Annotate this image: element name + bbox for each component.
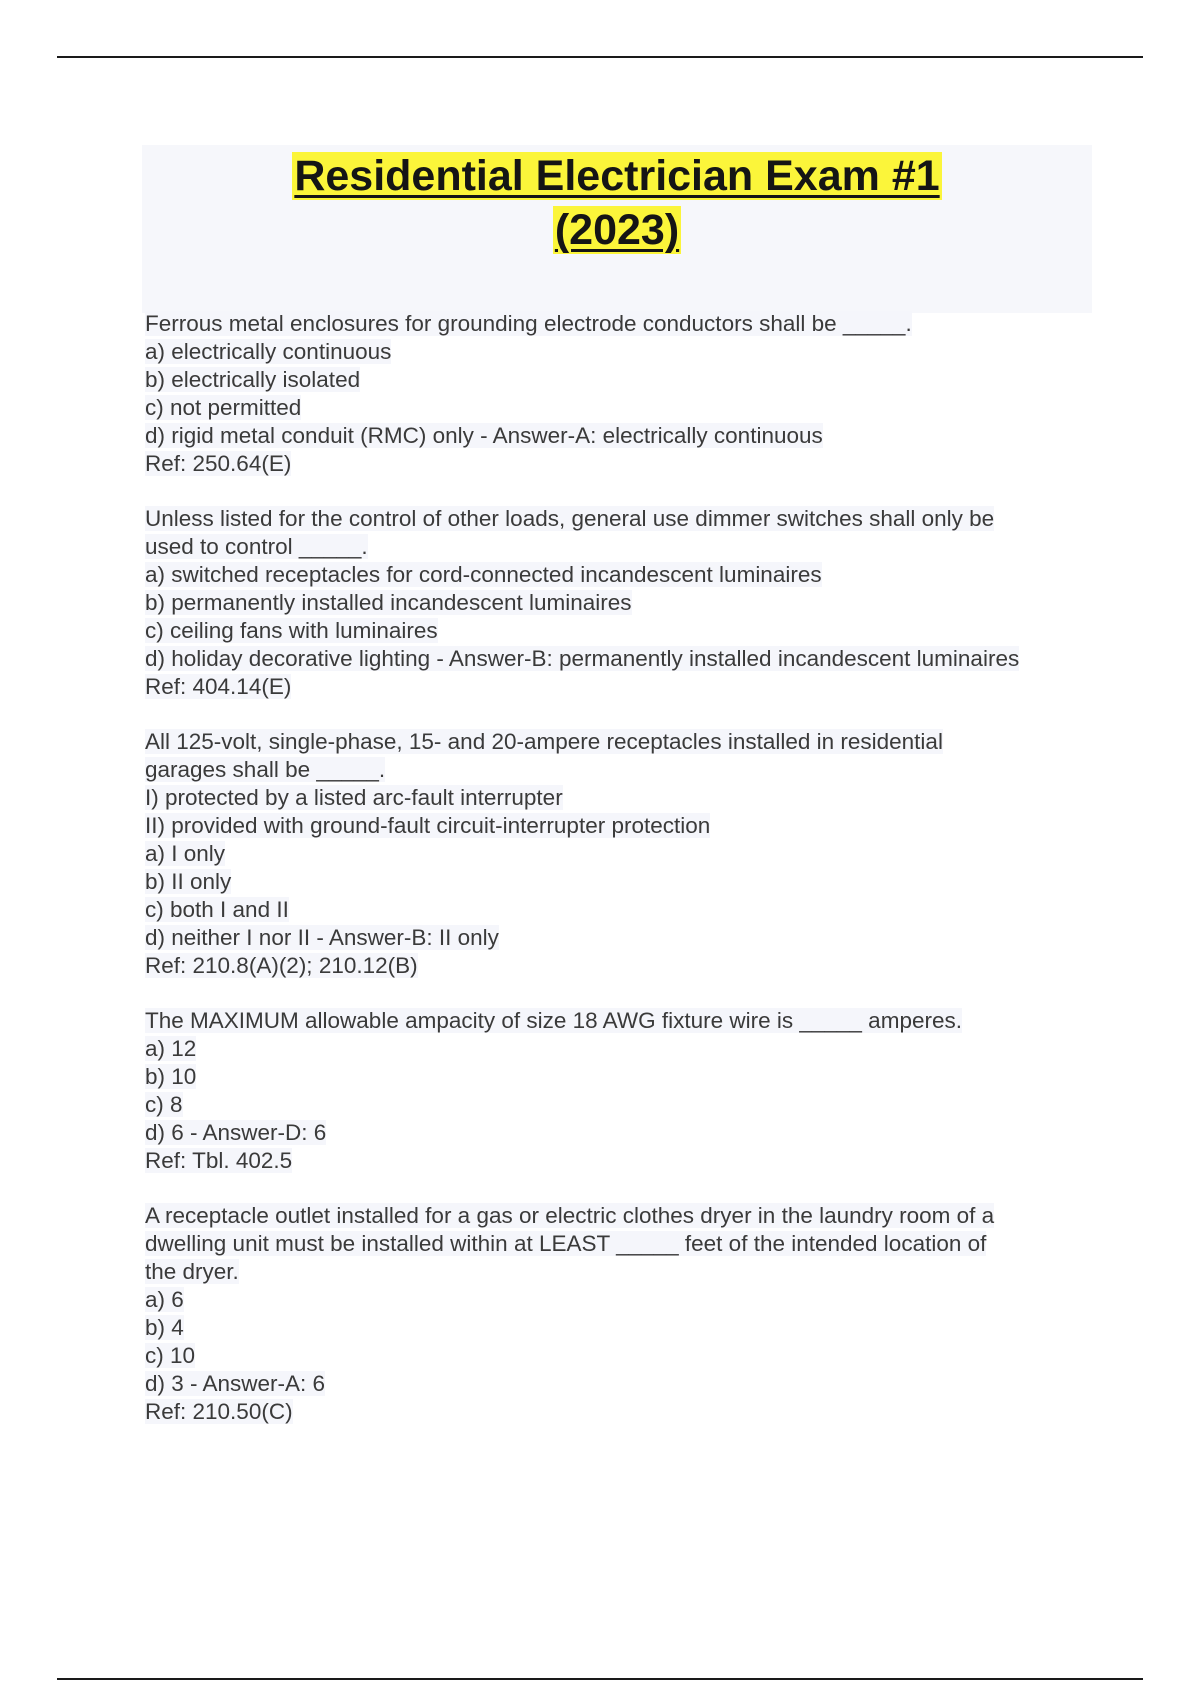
question-4-line-4: c) 8: [145, 1092, 183, 1117]
question-3-line-5: a) I only: [145, 841, 226, 866]
question-3-line-4: II) provided with ground-fault circuit-interrupter protection: [145, 813, 711, 838]
question-2-line-5: c) ceiling fans with luminaires: [145, 618, 438, 643]
question-3: [145, 728, 1105, 980]
question-5-line-6: c) 10: [145, 1343, 196, 1368]
document-title-line-2: (2023): [554, 206, 680, 254]
question-4-line-6: Ref: Tbl. 402.5: [145, 1148, 293, 1173]
question-3-line-2: garages shall be _____.: [145, 757, 386, 782]
question-1-line-3: b) electrically isolated: [145, 367, 361, 392]
question-5-line-7: d) 3 - Answer-A: 6: [145, 1371, 326, 1396]
question-2-line-4: b) permanently installed incandescent luminaires: [145, 590, 632, 615]
question-1-line-4: c) not permitted: [145, 395, 302, 420]
question-2-line-1: Unless listed for the control of other loads, general use dimmer switches shall only be: [145, 506, 995, 531]
question-5-line-1: A receptacle outlet installed for a gas or electric clothes dryer in the laundry room of a: [145, 1203, 995, 1228]
question-1-line-1: Ferrous metal enclosures for grounding electrode conductors shall be _____.: [145, 311, 912, 336]
question-5-line-2: dwelling unit must be installed within at LEAST _____ feet of the intended location of: [145, 1231, 987, 1256]
question-1: [145, 310, 1105, 478]
question-5: [145, 1202, 1105, 1426]
question-4: [145, 1007, 1105, 1175]
question-3-line-7: c) both I and II: [145, 897, 289, 922]
question-3-line-8: d) neither I nor II - Answer-B: II only: [145, 925, 499, 950]
question-4-line-5: d) 6 - Answer-D: 6: [145, 1120, 327, 1145]
question-3-line-6: b) II only: [145, 869, 232, 894]
question-5-line-3: the dryer.: [145, 1259, 239, 1284]
question-2-line-7: Ref: 404.14(E): [145, 674, 292, 699]
question-2: [145, 505, 1105, 701]
question-1-line-6: Ref: 250.64(E): [145, 451, 292, 476]
header-rule: [57, 56, 1143, 58]
question-5-line-4: a) 6: [145, 1287, 184, 1312]
question-2-line-3: a) switched receptacles for cord-connected incandescent luminaires: [145, 562, 822, 587]
question-2-line-2: used to control _____.: [145, 534, 368, 559]
question-3-line-3: I) protected by a listed arc-fault interrupter: [145, 785, 563, 810]
question-4-line-1: The MAXIMUM allowable ampacity of size 18 AWG fixture wire is _____ amperes.: [145, 1008, 962, 1033]
question-3-line-1: All 125-volt, single-phase, 15- and 20-ampere receptacles installed in residential: [145, 729, 943, 754]
footer-rule: [57, 1678, 1143, 1680]
title-block: [142, 145, 1092, 313]
document-title-line-1: Residential Electrician Exam #1: [294, 152, 940, 200]
question-5-line-8: Ref: 210.50(C): [145, 1399, 293, 1424]
question-3-line-9: Ref: 210.8(A)(2); 210.12(B): [145, 953, 418, 978]
question-list: [145, 310, 1105, 1453]
question-2-line-6: d) holiday decorative lighting - Answer-B: permanently installed incandescent luminaires: [145, 646, 1020, 671]
question-5-line-5: b) 4: [145, 1315, 184, 1340]
question-4-line-3: b) 10: [145, 1064, 197, 1089]
question-4-line-2: a) 12: [145, 1036, 197, 1061]
question-1-line-2: a) electrically continuous: [145, 339, 392, 364]
question-1-line-5: d) rigid metal conduit (RMC) only - Answer-A: electrically continuous: [145, 423, 823, 448]
